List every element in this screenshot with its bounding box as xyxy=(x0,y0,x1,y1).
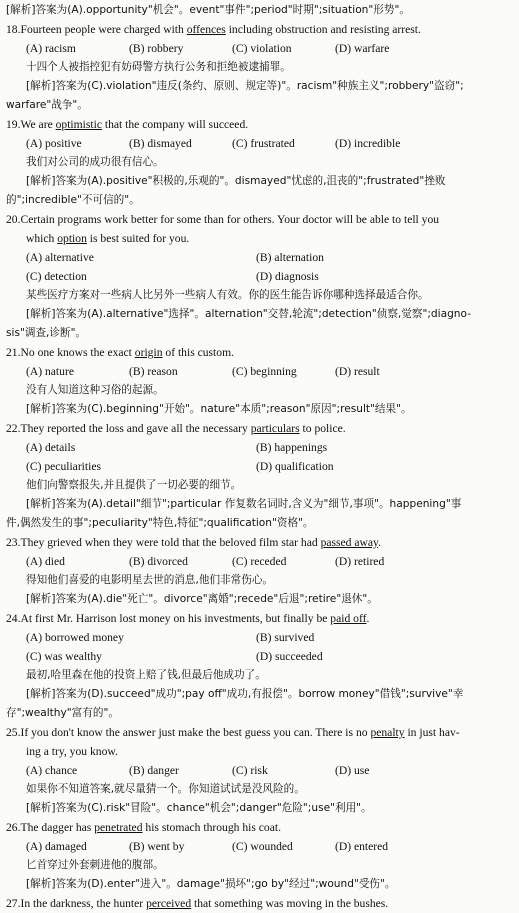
option: (B) happenings xyxy=(256,441,328,454)
question-stem xyxy=(6,419,513,438)
option: (A) positive xyxy=(26,137,82,150)
question-item xyxy=(6,818,513,894)
option: (A) alternative xyxy=(26,251,94,264)
stem-text: which xyxy=(26,232,58,245)
question-number: 21. xyxy=(6,346,21,359)
option: (C) detection xyxy=(26,270,87,283)
question-number: 27. xyxy=(6,897,21,910)
stem-text: In the darkness, the hunter xyxy=(20,897,147,910)
option: (D) qualification xyxy=(256,460,334,473)
option: (B) dismayed xyxy=(129,137,192,150)
stem-text: ing a try, you know. xyxy=(26,745,118,758)
option: (A) borrowed money xyxy=(26,631,124,644)
translation: 没有人知道这种习俗的起源。 xyxy=(26,384,164,396)
options-row xyxy=(6,761,513,780)
underlined-word: penalty xyxy=(370,726,405,739)
option: (C) peculiarities xyxy=(26,460,102,473)
question-number: 20. xyxy=(6,213,21,226)
options-row xyxy=(6,362,513,381)
option: (A) died xyxy=(26,555,65,568)
question-item xyxy=(6,723,513,818)
option: (C) receded xyxy=(232,555,287,568)
option: (D) result xyxy=(335,365,380,378)
stem-text: The dagger has xyxy=(20,821,95,834)
question-stem xyxy=(6,229,513,248)
option: (D) retired xyxy=(335,555,385,568)
question-stem xyxy=(6,115,513,134)
stem-text: . xyxy=(366,612,370,625)
question-number: 19. xyxy=(6,118,21,131)
option: (A) nature xyxy=(26,365,74,378)
explanation-line: [解析]答案为(D).succeed"成功";pay off"成功,有报偿"。borrow money"借钱";survive"幸 xyxy=(26,688,464,700)
explanation-line: 的";incredible"不可信的"。 xyxy=(6,194,140,206)
question-item xyxy=(6,20,513,115)
option: (D) incredible xyxy=(335,137,401,150)
question-stem xyxy=(6,210,513,229)
explanation-line: [解析]答案为(A).detail"细节";particular 作复数名词时,含义为"细节,事项"。happening"事 xyxy=(26,498,462,510)
underlined-word: origin xyxy=(134,346,163,359)
translation: 我们对公司的成功很有信心。 xyxy=(26,156,164,168)
question-number: 24. xyxy=(6,612,21,625)
stem-text: of this custom. xyxy=(162,346,234,359)
option: (C) wounded xyxy=(232,840,293,853)
option: (A) details xyxy=(26,441,76,454)
question-stem xyxy=(6,609,513,628)
translation: 某些医疗方案对一些病人比另外一些病人有效。你的医生能告诉你哪种选择最适合你。 xyxy=(26,289,429,301)
option: (C) was wealthy xyxy=(26,650,102,663)
question-stem xyxy=(6,533,513,552)
option: (B) survived xyxy=(256,631,315,644)
question-stem xyxy=(6,818,513,837)
option: (B) alternation xyxy=(256,251,324,264)
option: (B) robbery xyxy=(129,42,184,55)
stem-text: . xyxy=(378,536,381,549)
explanation-line: sis"调查,诊断"。 xyxy=(6,327,87,339)
question-number: 22. xyxy=(6,422,21,435)
options-row xyxy=(6,134,513,153)
question-stem xyxy=(6,723,513,742)
question-number: 23. xyxy=(6,536,21,549)
option: (C) risk xyxy=(232,764,268,777)
question-list xyxy=(6,20,513,913)
explanation-line: [解析]答案为(C).violation"违反(条约、原则、规定等)"。racism"种族主义";robbery"盗窃"; xyxy=(26,80,464,92)
options-row xyxy=(6,267,513,286)
stem-text: Fourteen people were charged with xyxy=(20,23,187,36)
underlined-word: paid off xyxy=(330,612,367,625)
explanation-line: [解析]答案为(A).alternative"选择"。alternation"交替,轮流";detection"侦察,觉察";diagno- xyxy=(26,308,472,320)
option: (B) went by xyxy=(129,840,185,853)
question-item xyxy=(6,343,513,419)
option: (C) frustrated xyxy=(232,137,295,150)
translation: 匕首穿过外套刺进他的腹部。 xyxy=(26,859,164,871)
stem-text: They reported the loss and gave all the necessary xyxy=(20,422,251,435)
option: (C) beginning xyxy=(232,365,297,378)
stem-text: that something was moving in the bushes. xyxy=(191,897,389,910)
stem-text: to police. xyxy=(299,422,346,435)
question-item xyxy=(6,210,513,343)
option: (D) warfare xyxy=(335,42,390,55)
option: (D) diagnosis xyxy=(256,270,319,283)
question-number: 18. xyxy=(6,23,21,36)
question-number: 25. xyxy=(6,726,21,739)
underlined-word: offences xyxy=(186,23,226,36)
options-row xyxy=(6,552,513,571)
stem-text: is best suited for you. xyxy=(86,232,190,245)
explanation-line: warfare"战争"。 xyxy=(6,99,88,111)
stem-text: At first Mr. Harrison lost money on his investments, but finally be xyxy=(20,612,331,625)
question-stem xyxy=(6,20,513,39)
options-row xyxy=(6,248,513,267)
option: (B) danger xyxy=(129,764,179,777)
options-row xyxy=(6,647,513,666)
question-stem xyxy=(6,894,513,913)
translation: 得知他们喜爱的电影明星去世的消息,他们非常伤心。 xyxy=(26,574,274,586)
options-row xyxy=(6,628,513,647)
stem-text: Certain programs work better for some than for others. Your doctor will be able to tell you xyxy=(20,213,440,226)
translation: 如果你不知道答案,就尽量猜一个。你知道试试是没风险的。 xyxy=(26,783,305,795)
explanation-line: [解析]答案为(A).opportunity"机会"。event"事件";period"时期";situation"形势"。 xyxy=(6,4,410,16)
question-item xyxy=(6,533,513,609)
explanation-line: [解析]答案为(C).beginning"开始"。nature"本质";reason"原因";result"结果"。 xyxy=(26,403,412,415)
question-stem xyxy=(6,343,513,362)
underlined-word: penetrated xyxy=(94,821,143,834)
translation: 最初,哈里森在他的投资上赔了钱,但最后他成功了。 xyxy=(26,669,266,681)
translation: 他们向警察报失,并且提供了一切必要的细节。 xyxy=(26,479,242,491)
stem-text: that the company will succeed. xyxy=(101,118,249,131)
options-row xyxy=(6,39,513,58)
option: (D) succeeded xyxy=(256,650,323,663)
options-row xyxy=(6,438,513,457)
option: (D) use xyxy=(335,764,370,777)
underlined-word: optimistic xyxy=(55,118,102,131)
option: (B) reason xyxy=(129,365,178,378)
underlined-word: passed away xyxy=(320,536,379,549)
explanation-line: [解析]答案为(A).die"死亡"。divorce"离婚";recede"后退";retire"退休"。 xyxy=(26,593,378,605)
options-row xyxy=(6,457,513,476)
explanation-line: 存";wealthy"富有的"。 xyxy=(6,707,119,719)
translation: 十四个人被指控犯有妨碍警方执行公务和拒绝被逮捕罪。 xyxy=(26,61,291,73)
stem-text: including obstruction and resisting arrest. xyxy=(225,23,421,36)
option: (D) entered xyxy=(335,840,389,853)
option: (A) damaged xyxy=(26,840,87,853)
question-item xyxy=(6,419,513,533)
explanation-line: 件,偶然发生的事";peculiarity"特色,特征";qualification"资格"。 xyxy=(6,517,314,529)
explanation-line: [解析]答案为(D).enter"进入"。damage"损坏";go by"经过";wound"受伤"。 xyxy=(26,878,396,890)
underlined-word: particulars xyxy=(250,422,300,435)
stem-text: No one knows the exact xyxy=(20,346,135,359)
options-row xyxy=(6,837,513,856)
question-item xyxy=(6,609,513,723)
option: (C) violation xyxy=(232,42,292,55)
option: (A) chance xyxy=(26,764,78,777)
explanation-line: [解析]答案为(A).positive"积极的,乐观的"。dismayed"忧虑的,沮丧的";frustrated"挫败 xyxy=(26,175,446,187)
explanation-line: [解析]答案为(C).risk"冒险"。chance"机会";danger"危险";use"利用"。 xyxy=(26,802,372,814)
question-item xyxy=(6,894,513,913)
question-number: 26. xyxy=(6,821,21,834)
question-stem xyxy=(6,742,513,761)
stem-text: in just hav- xyxy=(404,726,460,739)
option: (B) divorced xyxy=(129,555,188,568)
question-item xyxy=(6,115,513,210)
stem-text: his stomach through his coat. xyxy=(142,821,281,834)
option: (A) racism xyxy=(26,42,76,55)
underlined-word: perceived xyxy=(146,897,192,910)
stem-text: We are xyxy=(20,118,56,131)
stem-text: If you don't know the answer just make the best guess you can. There is no xyxy=(20,726,371,739)
stem-text: They grieved when they were told that the beloved film star had xyxy=(20,536,321,549)
underlined-word: option xyxy=(57,232,87,245)
